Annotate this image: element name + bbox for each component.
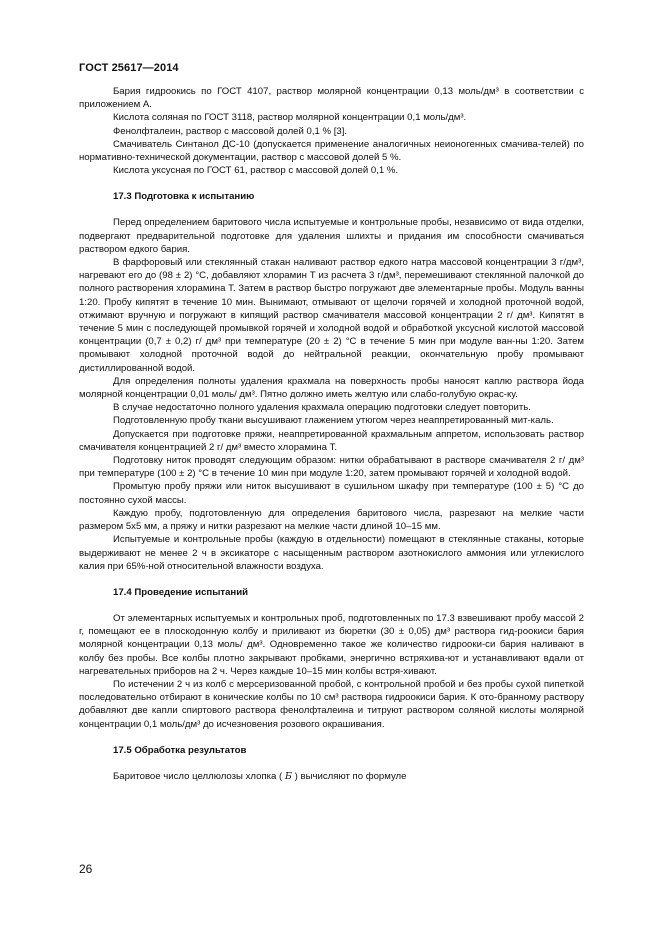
paragraph: В случае недостаточно полного удаления крахмала операцию подготовки следует повторить. bbox=[113, 402, 531, 414]
section-heading-17-4: 17.4 Проведение испытаний bbox=[113, 586, 249, 598]
page-number: 26 bbox=[79, 862, 93, 876]
formula-intro bbox=[79, 770, 584, 783]
paragraph: Испытуемые и контрольные пробы (каждую в отдельности) помещают в стеклянные стаканы, которые выдерживают не менее 2 ч в эксикаторе с насыщенным раствором азотнокислого аммония или углекислого калия при 65%-ной относительной влажности воздуха. bbox=[79, 534, 584, 572]
paragraph: По истечении 2 ч из колб с мерсеризованной пробой, с контрольной пробой и без пробы сухой пипеткой последовательно отбирают в конические колбы по 10 см³ раствора гидроокиси бария. К ото-бранному раствору добавляют две капли спиртового раствора фенолфталеина и титруют раствором соляной кислоты молярной концентрации 0,1 моль/дм³ до исчезновения розового окрашивания. bbox=[79, 678, 584, 730]
paragraph: От элементарных испытуемых и контрольных проб, подготовленных по 17.3 взвешивают пробу массой 2 г, помещают ее в плоскодонную колбу и приливают из бюретки (30 ± 0,05) дм³ раствора гид-роокиси бария молярной концентрации 0,13 моль/ дм³. Одновременно такое же количество гидрооки-си бария наливают в колбу без пробы. Все колбы плотно закрывают пробками, энергично встряхива-ют и устанавливают вдали от нагревательных приборов на 2 ч. Через каждые 10–15 мин колбы встря-хивают. bbox=[79, 612, 584, 677]
reagent-item: Смачиватель Синтанол ДС-10 (допускается применение аналогичных неионогенных смачива-телей) по нормативно-технической документации, раствор с массовой долей 5 %. bbox=[79, 138, 584, 164]
section-17-4-body bbox=[79, 612, 584, 731]
reagent-item: Фенолфталеин, раствор с массовой долей 0,1 % [3]. bbox=[113, 125, 348, 137]
paragraph: Для определения полноты удаления крахмала на поверхность пробы наносят каплю раствора йода молярной концентрации 0,01 моль/ дм³. Пятно должно иметь желтую или слабо-голубую окрас-ку. bbox=[79, 375, 584, 401]
barite-number-symbol: Б bbox=[284, 770, 292, 782]
document-body bbox=[79, 85, 584, 783]
section-heading-17-5: 17.5 Обработка результатов bbox=[113, 744, 247, 756]
paragraph: В фарфоровый или стеклянный стакан наливают раствор едкого натра массовой концентрации 3 г/дм³, нагревают его до (98 ± 2) °С, добавляют хлорамин Т из расчета 3 г/дм³, перемешивают стеклянной палочкой до полного растворения хлорамина Т. Затем в раствор быстро погружают две элементарные пробы. Модуль ванны 1:20. Пробу кипятят в течение 10 мин. Вынимают, отмывают от щелочи горячей и холодной проточной водой, отжимают вручную и погружают в кипящий раствор смачивателя массовой концентрации 2 г/ дм³. Кипятят в течение 5 мин с последующей промывкой горячей и холодной водой и обработкой уксусной кислотой массовой концентрации (0,7 ± 0,2) г/ дм³ при температуре (20 ± 2) °С в течение 5 мин при модуле ван-ны 1:20. Затем промывают холодной проточной водой до нейтральной реакции, окончательную пробу промывают дистиллированной водой. bbox=[79, 257, 584, 374]
paragraph: Перед определением баритового числа испытуемые и контрольные пробы, независимо от вида отделки, подвергают предварительной подготовке для удаления шлихты и придания им способности смачиваться раствором едкого бария. bbox=[79, 217, 584, 255]
paragraph: Подготовку ниток проводят следующим образом: нитки обрабатывают в растворе смачивателя 2 г/ дм³ при температуре (100 ± 2) °С в течение 10 мин при модуле 1:20, затем промывают горячей и холодной водой. bbox=[79, 455, 584, 480]
section-heading-17-3: 17.3 Подготовка к испытанию bbox=[113, 191, 255, 203]
section-17-3-body bbox=[79, 216, 584, 572]
paragraph: Допускается при подготовке пряжи, неаппретированной крахмальным аппретом, использовать раствор смачивателя концентрацией 2 г/ дм³ вместо хлорамина Т. bbox=[79, 428, 584, 453]
reagent-item: Кислота соляная по ГОСТ 3118, раствор молярной концентрации 0,1 моль/дм³. bbox=[113, 112, 467, 124]
reagents-list bbox=[79, 85, 584, 177]
formula-intro-before: Баритовое число целлюлозы хлопка ( bbox=[113, 770, 283, 782]
paragraph: Подготовленную пробу ткани высушивают глажением утюгом через неаппретированный мит-каль. bbox=[113, 415, 554, 427]
reagent-item: Кислота уксусная по ГОСТ 61, раствор с массовой долей 0,1 %. bbox=[113, 165, 399, 177]
reagent-item: Бария гидроокись по ГОСТ 4107, раствор молярной концентрации 0,13 моль/дм³ в соответствии с приложением А. bbox=[79, 86, 584, 111]
paragraph: Каждую пробу, подготовленную для определения баритового числа, разрезают на мелкие части размером 5х5 мм, а пряжу и нитки разрезают на мелкие части длиной 10–15 мм. bbox=[79, 507, 584, 533]
paragraph: Промытую пробу пряжи или ниток высушивают в сушильном шкафу при температуре (100 ± 5) °С до постоянно сухой массы. bbox=[79, 481, 584, 506]
document-header: ГОСТ 25617—2014 bbox=[79, 62, 179, 74]
formula-intro-after: ) вычисляют по формуле bbox=[294, 770, 407, 782]
